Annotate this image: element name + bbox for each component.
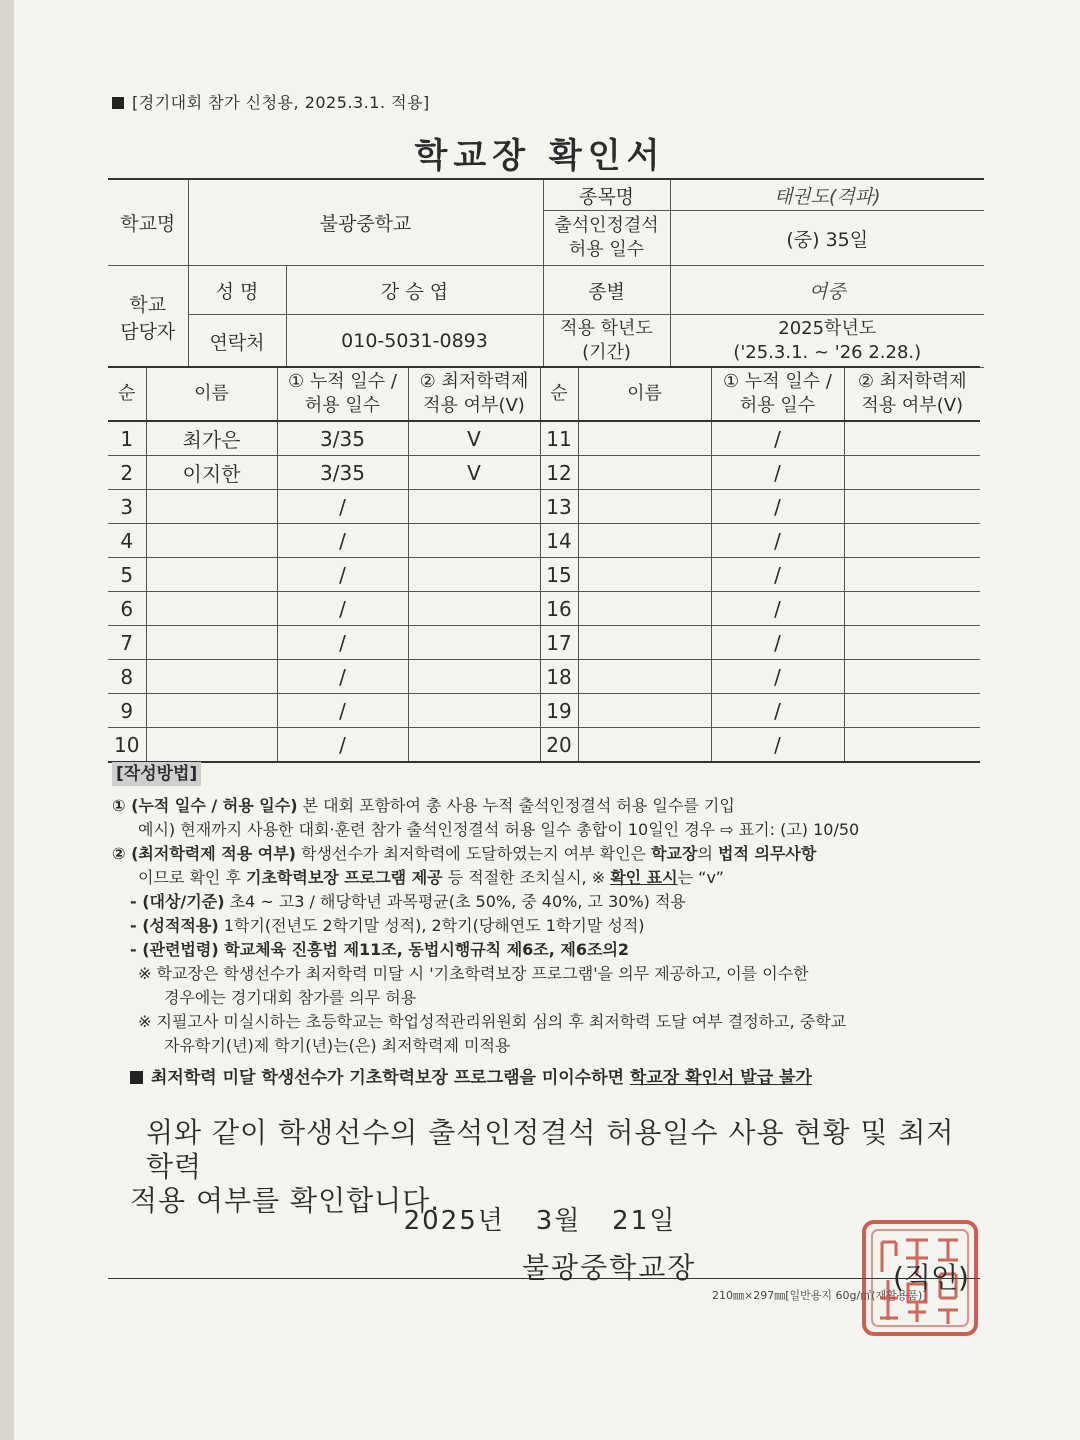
guide-item-1-example: 예시) 현재까지 사용한 대회·훈련 참가 출석인정결석 허용 일수 총합이 10일인 경우 ⇨ 표기: (고) 10/50	[138, 820, 860, 839]
row-no: 2	[108, 456, 146, 490]
table-row	[108, 421, 980, 456]
allow-label	[543, 211, 670, 266]
row-no: 3	[108, 490, 146, 524]
guide-item-2-text-a: 학생선수가 최저학력에 도달하였는지 여부 확인은	[296, 844, 652, 863]
header-name: 이름	[146, 367, 277, 421]
table-row	[108, 728, 980, 763]
writing-guide	[112, 762, 982, 1090]
header-no: 순	[108, 367, 146, 421]
student-name	[578, 558, 711, 592]
student-name: 이지한	[146, 456, 277, 490]
min-check	[844, 558, 980, 592]
days-used: /	[711, 490, 844, 524]
phone-value: 010-5031-0893	[286, 315, 543, 368]
table-row	[108, 490, 980, 524]
student-table	[108, 366, 980, 763]
event-value: 태권도(격파)	[670, 179, 984, 211]
confirm-line-1: 위와 같이 학생선수의 출석인정결석 허용일수 사용 현황 및 최저학력	[146, 1116, 955, 1183]
row-no: 19	[540, 694, 578, 728]
header-no-right: 순	[540, 367, 578, 421]
table-row	[108, 592, 980, 626]
student-name	[578, 728, 711, 763]
guide-item-2-line2-bold2: 확인 표시	[610, 868, 678, 887]
header-min	[408, 367, 540, 421]
paper-spec: 210㎜×297㎜[일반용지 60g/㎡(재활용품)]	[712, 1289, 927, 1302]
days-used: /	[711, 558, 844, 592]
guide-item-2-bold-a: 학교장	[651, 844, 698, 863]
info-table	[108, 178, 984, 368]
days-used: /	[711, 728, 844, 763]
header-days	[277, 367, 408, 421]
guide-item-2-text-b: 의	[697, 844, 719, 863]
allow-value: (중) 35일	[670, 211, 984, 266]
table-row	[108, 524, 980, 558]
row-no: 12	[540, 456, 578, 490]
row-no: 17	[540, 626, 578, 660]
guide-item-2	[112, 842, 982, 866]
min-check	[844, 421, 980, 456]
min-check	[844, 456, 980, 490]
days-used: 3/35	[277, 456, 408, 490]
guide-note-1-line2: 경우에는 경기대회 참가를 의무 허용	[164, 988, 417, 1007]
min-check	[408, 592, 540, 626]
days-used: /	[277, 694, 408, 728]
min-check	[408, 728, 540, 763]
guide-notice-text: 최저학력 미달 학생선수가 기초학력보장 프로그램을 미이수하면	[151, 1068, 630, 1088]
header-min-right-line2: 적용 여부(V)	[861, 395, 964, 416]
student-name	[146, 728, 277, 763]
min-check	[408, 626, 540, 660]
year-label-line1: 적용 학년도	[560, 318, 653, 339]
guide-item-2-line2-bold: 기초학력보장 프로그램 제공	[246, 868, 443, 887]
student-name	[146, 660, 277, 694]
min-check	[408, 524, 540, 558]
header-note	[112, 90, 430, 113]
contact-group	[108, 266, 188, 368]
student-name	[146, 694, 277, 728]
guide-item-2-line2-a: 이므로 확인 후	[138, 868, 246, 887]
guide-item-1	[112, 794, 982, 818]
min-check	[408, 490, 540, 524]
year-label-line2: (기간)	[582, 342, 631, 363]
days-used: /	[277, 592, 408, 626]
min-check	[844, 660, 980, 694]
guide-item-2-line2-c: 는 “v”	[677, 868, 724, 887]
days-used: /	[277, 728, 408, 763]
table-row	[108, 660, 980, 694]
student-name	[146, 592, 277, 626]
type-value: 여중	[670, 266, 984, 315]
row-no: 7	[108, 626, 146, 660]
row-no: 16	[540, 592, 578, 626]
student-name	[578, 421, 711, 456]
days-used: 3/35	[277, 421, 408, 456]
min-check	[844, 592, 980, 626]
school-value: 불광중학교	[188, 179, 543, 266]
row-no: 4	[108, 524, 146, 558]
row-no: 1	[108, 421, 146, 456]
days-used: /	[711, 694, 844, 728]
guide-sub-2-title: - (성적적용)	[130, 916, 219, 935]
days-used: /	[277, 490, 408, 524]
row-no: 20	[540, 728, 578, 763]
table-row	[108, 558, 980, 592]
row-no: 8	[108, 660, 146, 694]
student-name	[578, 524, 711, 558]
table-row	[108, 626, 980, 660]
header-min-line2: 적용 여부(V)	[423, 395, 525, 416]
header-name-right: 이름	[578, 367, 711, 421]
guide-item-1-title: ① (누적 일수 / 허용 일수)	[112, 796, 298, 815]
header-days-line1: ① 누적 일수 /	[288, 371, 397, 392]
guide-note-1: ※ 학교장은 학생선수가 최저학력 미달 시 '기초학력보장 프로그램'을 의무 제공하고, 이를 이수한	[138, 964, 809, 983]
header-days-right	[711, 367, 844, 421]
confirm-line-2: 적용 여부를 확인합니다.	[130, 1184, 441, 1217]
student-name	[578, 660, 711, 694]
min-check	[408, 660, 540, 694]
school-label: 학교명	[108, 179, 188, 266]
table-row	[108, 456, 980, 490]
student-name	[578, 490, 711, 524]
guide-sub-1-title: - (대상/기준)	[130, 892, 225, 911]
days-used: /	[711, 524, 844, 558]
min-check	[844, 694, 980, 728]
min-check	[844, 490, 980, 524]
arrow-box-icon	[130, 1071, 143, 1084]
min-check	[408, 694, 540, 728]
year-value-line2: ('25.3.1. ~ '26 2.28.)	[733, 342, 922, 363]
min-check	[844, 626, 980, 660]
guide-sub-3-title: - (관련법령)	[130, 940, 219, 959]
days-used: /	[711, 660, 844, 694]
days-used: /	[711, 456, 844, 490]
days-used: /	[711, 421, 844, 456]
issue-date: 2025년 3월 21일	[403, 1206, 677, 1236]
min-check	[844, 728, 980, 763]
header-days-right-line2: 허용 일수	[739, 395, 816, 416]
year-value	[670, 315, 984, 368]
name-label: 성 명	[188, 266, 286, 315]
contact-group-line1: 학교	[129, 293, 167, 316]
student-name	[146, 490, 277, 524]
guide-item-2-line2-b: 등 적절한 조치실시, ※	[442, 868, 611, 887]
guide-item-2-line2	[112, 866, 982, 890]
student-name	[146, 626, 277, 660]
student-name	[146, 558, 277, 592]
guide-sub-3-text: 학교체육 진흥법 제11조, 동법시행규칙 제6조, 제6조의2	[218, 940, 630, 959]
type-label: 종별	[543, 266, 670, 315]
allow-label-line2: 허용 일수	[568, 239, 645, 260]
student-name: 최가은	[146, 421, 277, 456]
year-label	[543, 315, 670, 368]
row-no: 10	[108, 728, 146, 763]
days-used: /	[711, 592, 844, 626]
guide-sub-1	[112, 890, 982, 914]
student-name	[578, 456, 711, 490]
square-bullet-icon	[112, 97, 124, 109]
guide-note-2: ※ 지필고사 미실시하는 초등학교는 학업성적관리위원회 심의 후 최저학력 도달 여부 결정하고, 중학교	[138, 1012, 847, 1031]
contact-group-line2: 담당자	[120, 320, 176, 343]
guide-item-2-title: ② (최저학력제 적용 여부)	[112, 844, 296, 863]
min-check: V	[408, 456, 540, 490]
guide-notice	[112, 1066, 982, 1090]
year-value-line1: 2025학년도	[778, 318, 877, 339]
principal-name: 불광중학교장	[522, 1251, 697, 1284]
allow-label-line1: 출석인정결석	[554, 215, 659, 236]
document-title: 학교장 확인서	[414, 136, 666, 176]
guide-sub-2-text: 1학기(전년도 2학기말 성적), 2학기(당해연도 1학기말 성적)	[218, 916, 645, 935]
table-row	[108, 694, 980, 728]
guide-sub-3	[112, 938, 982, 962]
footer-rule	[108, 1278, 980, 1279]
guide-sub-1-text: 초4 ~ 고3 / 해당학년 과목평균(초 50%, 중 40%, 고 30%) 적용	[224, 892, 686, 911]
row-no: 9	[108, 694, 146, 728]
student-name	[578, 592, 711, 626]
row-no: 6	[108, 592, 146, 626]
event-label: 종목명	[543, 179, 670, 211]
row-no: 15	[540, 558, 578, 592]
guide-note-2-line2: 자유학기(년)제 학기(년)는(은) 최저학력제 미적용	[164, 1036, 511, 1055]
header-min-line1: ② 최저학력제	[419, 371, 529, 392]
min-check	[408, 558, 540, 592]
header-days-right-line1: ① 누적 일수 /	[723, 371, 832, 392]
row-no: 14	[540, 524, 578, 558]
header-days-line2: 허용 일수	[304, 395, 381, 416]
student-name	[578, 626, 711, 660]
days-used: /	[277, 660, 408, 694]
header-note-text: [경기대회 참가 신청용, 2025.3.1. 적용]	[132, 93, 430, 112]
seal-label: (직인)	[893, 1261, 969, 1294]
guide-sub-2	[112, 914, 982, 938]
student-table-header	[108, 367, 980, 421]
header-min-right-line1: ② 최저학력제	[857, 371, 967, 392]
guide-notice-underlined: 학교장 확인서 발급 불가	[629, 1068, 812, 1088]
student-name	[578, 694, 711, 728]
days-used: /	[277, 558, 408, 592]
row-no: 5	[108, 558, 146, 592]
header-min-right	[844, 367, 980, 421]
phone-label: 연락처	[188, 315, 286, 368]
name-value: 강 승 엽	[286, 266, 543, 315]
guide-item-2-bold-b: 법적 의무사항	[718, 844, 817, 863]
guide-item-1-text: 본 대회 포함하여 총 사용 누적 출석인정결석 허용 일수를 기입	[297, 796, 735, 815]
days-used: /	[277, 524, 408, 558]
row-no: 11	[540, 421, 578, 456]
row-no: 13	[540, 490, 578, 524]
row-no: 18	[540, 660, 578, 694]
student-name	[146, 524, 277, 558]
guide-title: [작성방법]	[112, 762, 201, 786]
min-check: V	[408, 421, 540, 456]
student-rows	[108, 421, 980, 762]
days-used: /	[277, 626, 408, 660]
min-check	[844, 524, 980, 558]
days-used: /	[711, 626, 844, 660]
